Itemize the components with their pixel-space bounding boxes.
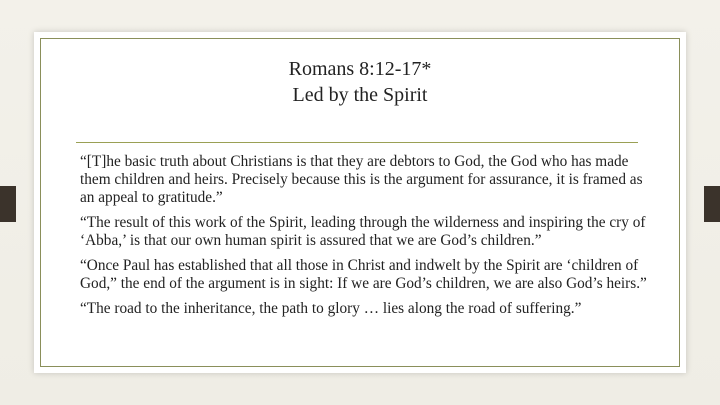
quote-paragraph: “Once Paul has established that all those in Christ and indwelt by the Spirit are ‘children of God,” the end of the argument is in sight: If we are God’s children, we are also God’s heirs.” <box>80 257 647 292</box>
title-divider <box>76 142 638 143</box>
left-side-tab <box>0 186 16 222</box>
quote-list <box>80 153 650 325</box>
quote-paragraph: “The result of this work of the Spirit, leading through the wilderness and inspiring the cry of ‘Abba,’ is that our own human spirit is assured that we are God’s children.” <box>80 214 646 249</box>
slide-title: Romans 8:12-17* <box>288 58 432 80</box>
quote-paragraph: “The road to the inheritance, the path to glory … lies along the road of suffering.” <box>80 300 582 317</box>
quote-paragraph: “[T]he basic truth about Christians is that they are debtors to God, the God who has made them children and heirs. Precisely because this is the argument for assurance, it is framed as an appeal to gratitude.” <box>80 153 643 206</box>
right-side-tab <box>704 186 720 222</box>
slide-subtitle: Led by the Spirit <box>292 84 428 106</box>
